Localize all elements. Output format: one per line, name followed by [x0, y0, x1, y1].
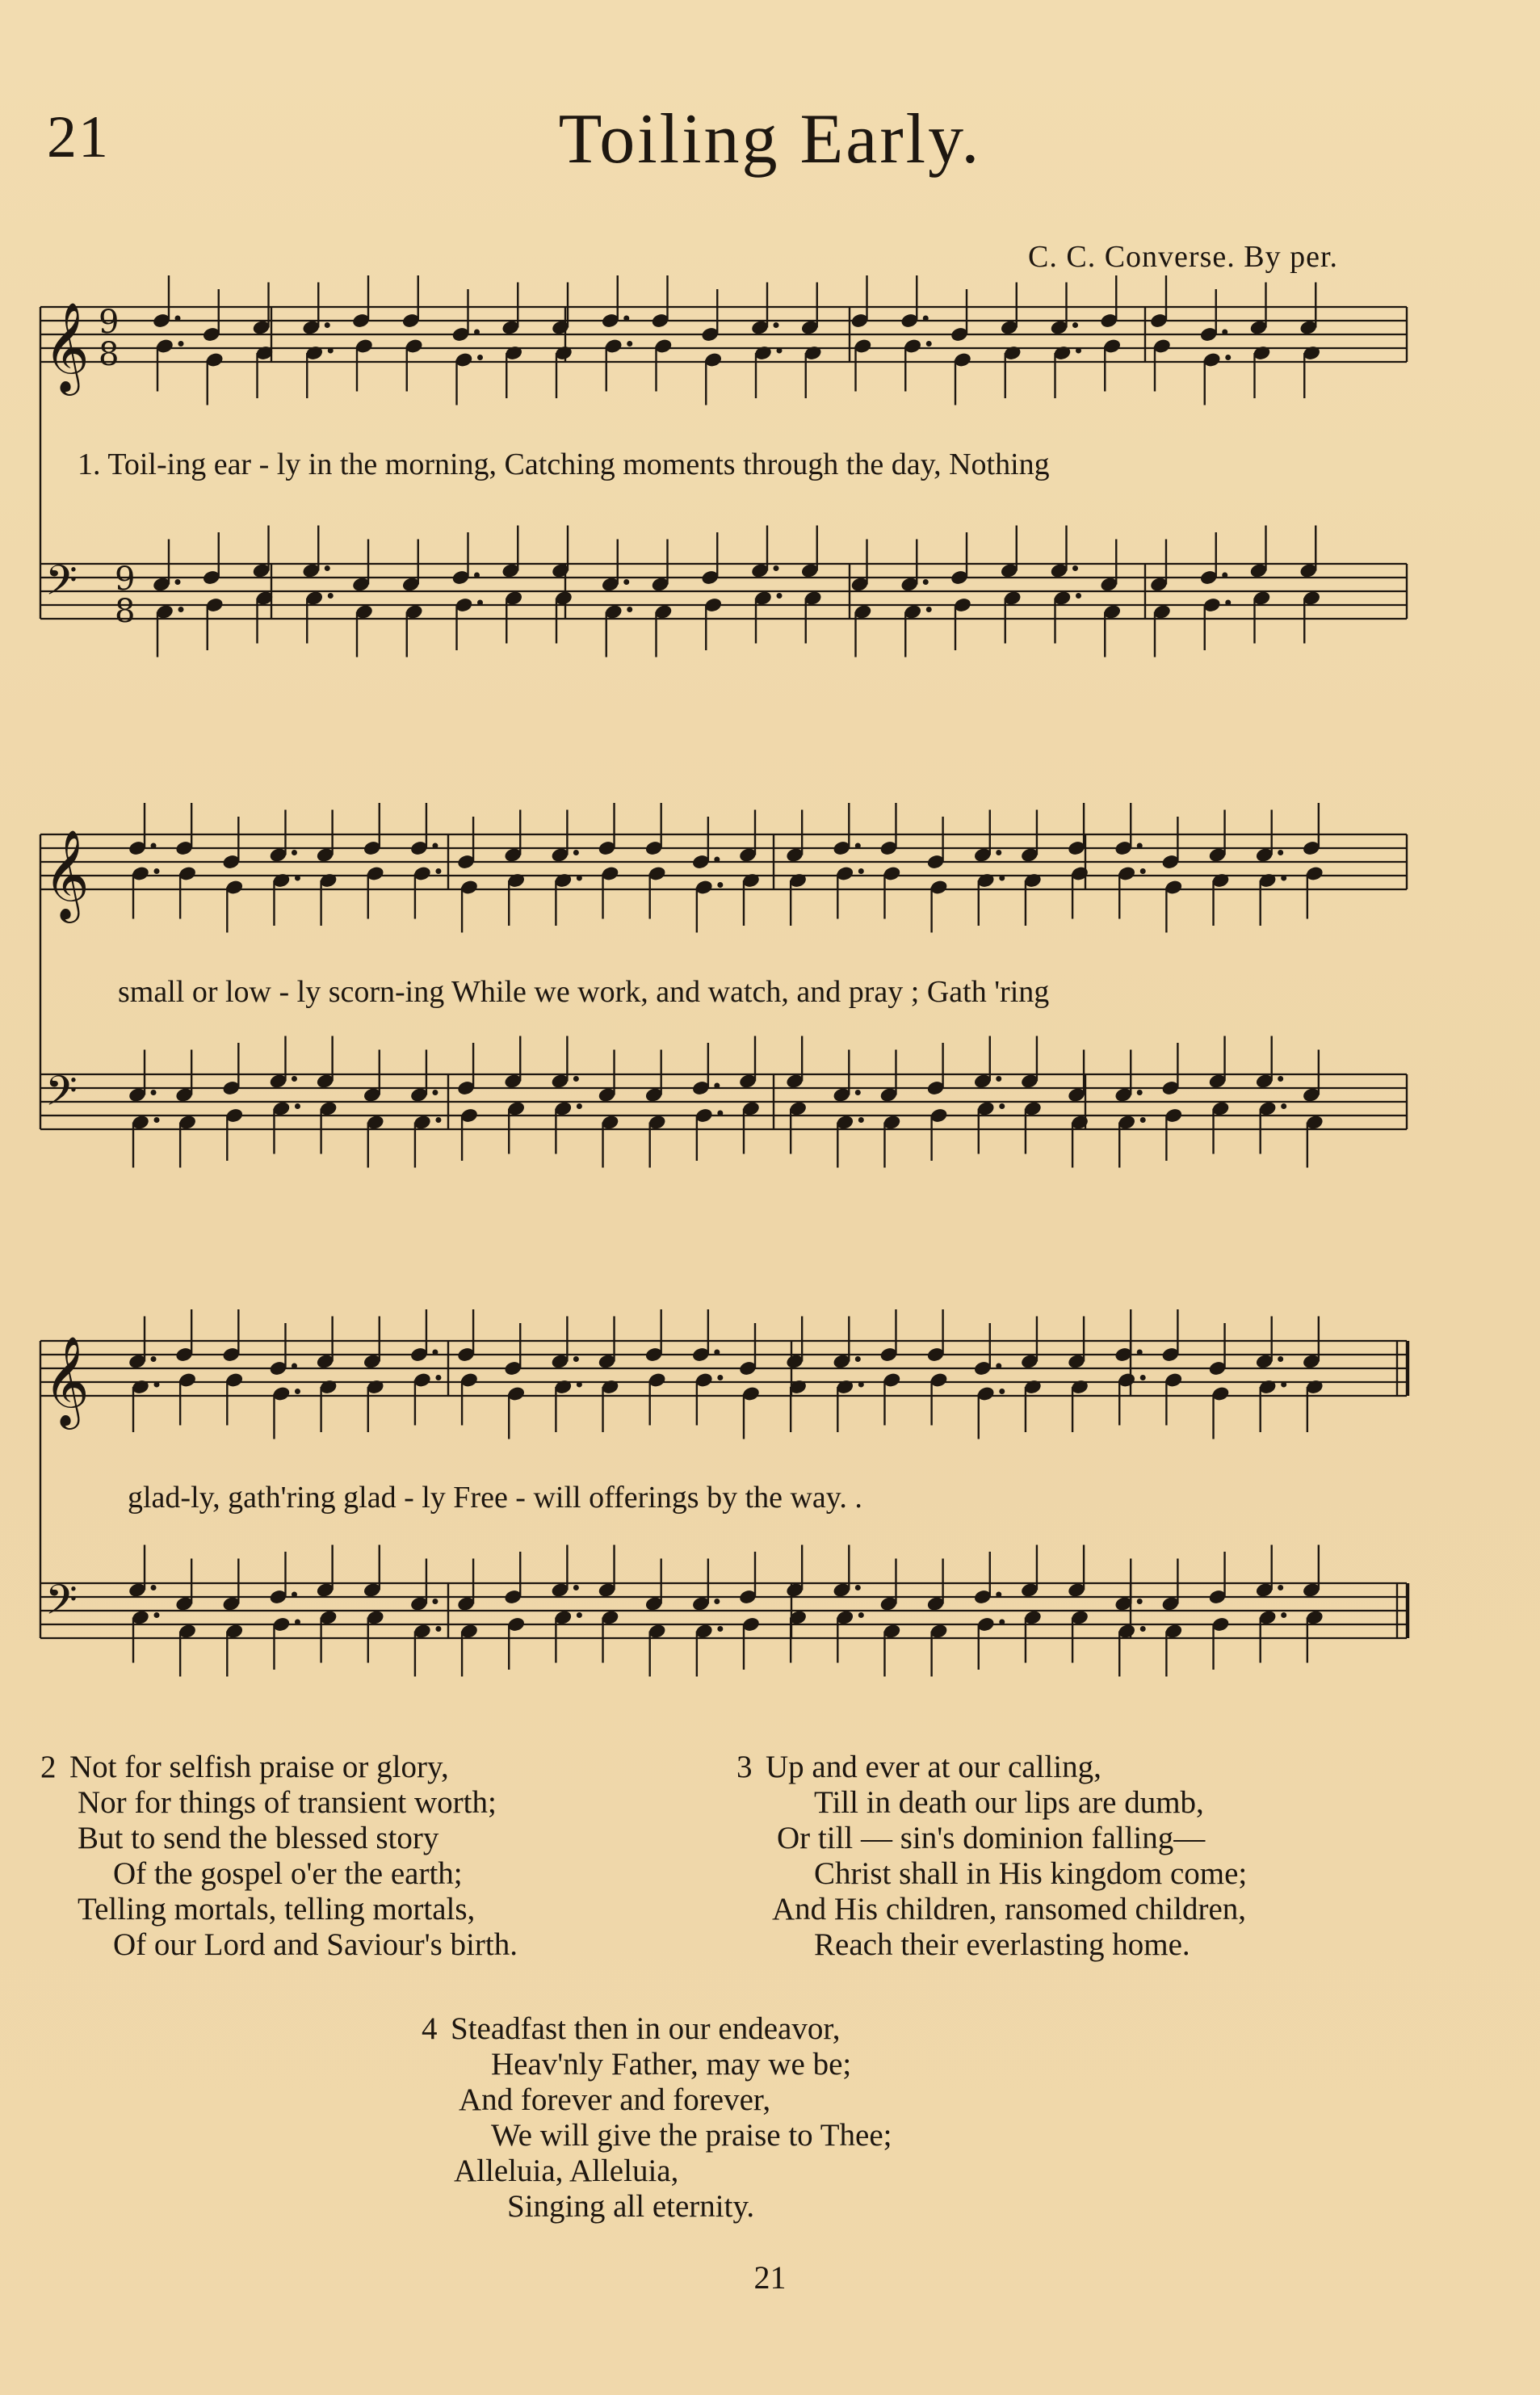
note-dot [1140, 868, 1146, 874]
stanza-line: Till in death our lips are dumb, [814, 1785, 1204, 1820]
note-dot [1137, 1599, 1143, 1604]
note-dot [923, 316, 929, 321]
note-dot [1281, 1103, 1286, 1109]
note-dot [999, 1103, 1005, 1109]
note-dot [999, 1620, 1005, 1625]
note-dot [855, 1356, 861, 1362]
note-dot [573, 1076, 579, 1082]
hymn-title: Toiling Early. [558, 100, 982, 179]
note-dot [858, 1612, 864, 1618]
note-dot [923, 579, 929, 585]
stanza-4 [422, 2011, 892, 2225]
note-dot [1140, 1626, 1146, 1632]
note-dot [325, 565, 330, 571]
note-dot [151, 1356, 157, 1362]
note-dot [295, 1103, 300, 1109]
stanza-line: Nor for things of transient worth; [78, 1785, 497, 1820]
stanza-line: Of the gospel o'er the earth; [113, 1856, 463, 1891]
note-dot [292, 1076, 297, 1082]
note-dot [432, 843, 438, 849]
note-dot [774, 565, 779, 571]
note-dot [714, 857, 720, 863]
note-dot [858, 1382, 864, 1388]
time-signature-top: 9 [115, 561, 136, 598]
note-dot [573, 850, 579, 855]
stanza-number: 2 [40, 1750, 57, 1784]
note-dot [627, 607, 632, 612]
note-dot [1137, 1090, 1143, 1095]
stanza-line: Up and ever at our calling, [766, 1750, 1101, 1784]
note-dot [577, 1103, 582, 1109]
stanza-line: Reach their everlasting home. [814, 1927, 1190, 1962]
lyric-line-3: glad-ly, gath'ring glad - ly Free - will offerings by the way. . [128, 1481, 862, 1515]
note-dot [996, 850, 1001, 855]
note-dot [855, 1585, 861, 1590]
note-dot [577, 1612, 582, 1618]
note-dot [292, 850, 297, 855]
stanza-number: 3 [736, 1750, 753, 1784]
note-dot [627, 341, 632, 347]
note-dot [435, 1626, 441, 1632]
note-dot [435, 868, 441, 874]
note-dot [577, 876, 582, 881]
time-signature-top: 9 [99, 304, 120, 341]
stanza-3 [736, 1750, 1247, 1963]
hymn-number: 21 [47, 104, 110, 170]
note-dot [175, 316, 181, 321]
note-dot [1140, 1117, 1146, 1123]
note-dot [435, 1375, 441, 1380]
note-dot [1076, 348, 1081, 354]
stanza-line: Telling mortals, telling mortals, [78, 1892, 476, 1927]
time-signature-bottom: 8 [115, 593, 136, 630]
note-dot [996, 1592, 1001, 1598]
note-dot [1072, 565, 1078, 571]
note-dot [154, 1382, 160, 1388]
note-dot [858, 868, 864, 874]
treble-clef-icon: 𝄞 [44, 1335, 90, 1426]
stanza-line: Christ shall in His kingdom come; [814, 1856, 1248, 1891]
stanza-line: And His children, ransomed children, [772, 1892, 1247, 1927]
note-dot [999, 876, 1005, 881]
note-dot [178, 341, 184, 347]
note-dot [432, 1090, 438, 1095]
stanza-line: We will give the praise to Thee; [491, 2118, 892, 2153]
note-dot [435, 1117, 441, 1123]
note-dot [477, 355, 483, 360]
note-dot [154, 1117, 160, 1123]
note-dot [717, 1626, 723, 1632]
note-dot [1225, 355, 1231, 360]
note-dot [996, 1363, 1001, 1369]
note-dot [1281, 1382, 1286, 1388]
lyric-line-1: 1. Toil-ing ear - ly in the morning, Catching moments through the day, Nothing [78, 447, 1050, 481]
bass-clef-icon: 𝄢 [45, 1575, 78, 1634]
stanza-line: Heav'nly Father, may we be; [491, 2047, 852, 2082]
note-dot [1278, 1076, 1283, 1082]
treble-clef-icon: 𝄞 [44, 829, 90, 919]
note-dot [774, 322, 779, 328]
note-dot [1278, 1356, 1283, 1362]
stanza-2 [40, 1750, 518, 1963]
note-dot [717, 1375, 723, 1380]
note-dot [577, 1382, 582, 1388]
note-dot [855, 1090, 861, 1095]
composer-attribution: C. C. Converse. By per. [1028, 240, 1338, 274]
stanza-line: Steadfast then in our endeavor, [451, 2011, 841, 2046]
note-dot [295, 876, 300, 881]
note-dot [154, 1612, 160, 1618]
note-dot [623, 579, 629, 585]
note-dot [717, 1111, 723, 1116]
note-dot [151, 1090, 157, 1095]
note-dot [926, 607, 932, 612]
stanza-line: But to send the blessed story [78, 1821, 439, 1855]
note-dot [1278, 850, 1283, 855]
note-dot [1076, 593, 1081, 599]
stanza-number: 4 [422, 2011, 438, 2046]
note-dot [1278, 1585, 1283, 1590]
note-dot [717, 882, 723, 888]
bass-clef-icon: 𝄢 [45, 1066, 78, 1125]
note-dot [1137, 843, 1143, 849]
note-dot [432, 1350, 438, 1355]
note-dot [151, 843, 157, 849]
note-dot [292, 1363, 297, 1369]
bass-clef-icon: 𝄢 [45, 556, 78, 615]
note-dot [151, 1585, 157, 1590]
note-dot [1281, 876, 1286, 881]
note-dot [328, 593, 334, 599]
note-dot [175, 579, 181, 585]
stanza-line: Of our Lord and Saviour's birth. [113, 1927, 518, 1962]
note-dot [1140, 1375, 1146, 1380]
note-dot [1225, 600, 1231, 606]
page-number: 21 [753, 2259, 787, 2296]
note-dot [474, 573, 480, 578]
note-dot [477, 600, 483, 606]
note-dot [432, 1599, 438, 1604]
stanza-line: Or till — sin's dominion falling— [777, 1821, 1206, 1855]
note-dot [573, 1356, 579, 1362]
note-dot [714, 1083, 720, 1089]
note-dot [474, 330, 480, 335]
note-dot [714, 1599, 720, 1604]
note-dot [926, 341, 932, 347]
stanza-line: Alleluia, Alleluia, [454, 2153, 679, 2188]
note-dot [714, 1350, 720, 1355]
stanza-line: And forever and forever, [459, 2082, 771, 2117]
lyric-line-2: small or low - ly scorn-ing While we work, and watch, and pray ; Gath 'ring [118, 975, 1050, 1009]
note-dot [777, 593, 783, 599]
note-dot [999, 1389, 1005, 1394]
note-dot [573, 1585, 579, 1590]
note-dot [295, 1620, 300, 1625]
note-dot [1222, 573, 1227, 578]
stanza-line: Not for selfish praise or glory, [69, 1750, 449, 1784]
note-dot [777, 348, 783, 354]
note-dot [858, 1117, 864, 1123]
note-dot [328, 348, 334, 354]
note-dot [855, 843, 861, 849]
note-dot [996, 1076, 1001, 1082]
time-signature-bottom: 8 [99, 336, 120, 373]
note-dot [295, 1389, 300, 1394]
note-dot [1222, 330, 1227, 335]
note-dot [292, 1592, 297, 1598]
note-dot [154, 868, 160, 874]
note-dot [178, 607, 184, 612]
note-dot [1072, 322, 1078, 328]
treble-clef-icon: 𝄞 [44, 301, 90, 392]
note-dot [325, 322, 330, 328]
note-dot [1281, 1612, 1286, 1618]
note-dot [1137, 1350, 1143, 1355]
note-dot [623, 316, 629, 321]
stanza-line: Singing all eternity. [507, 2189, 755, 2224]
